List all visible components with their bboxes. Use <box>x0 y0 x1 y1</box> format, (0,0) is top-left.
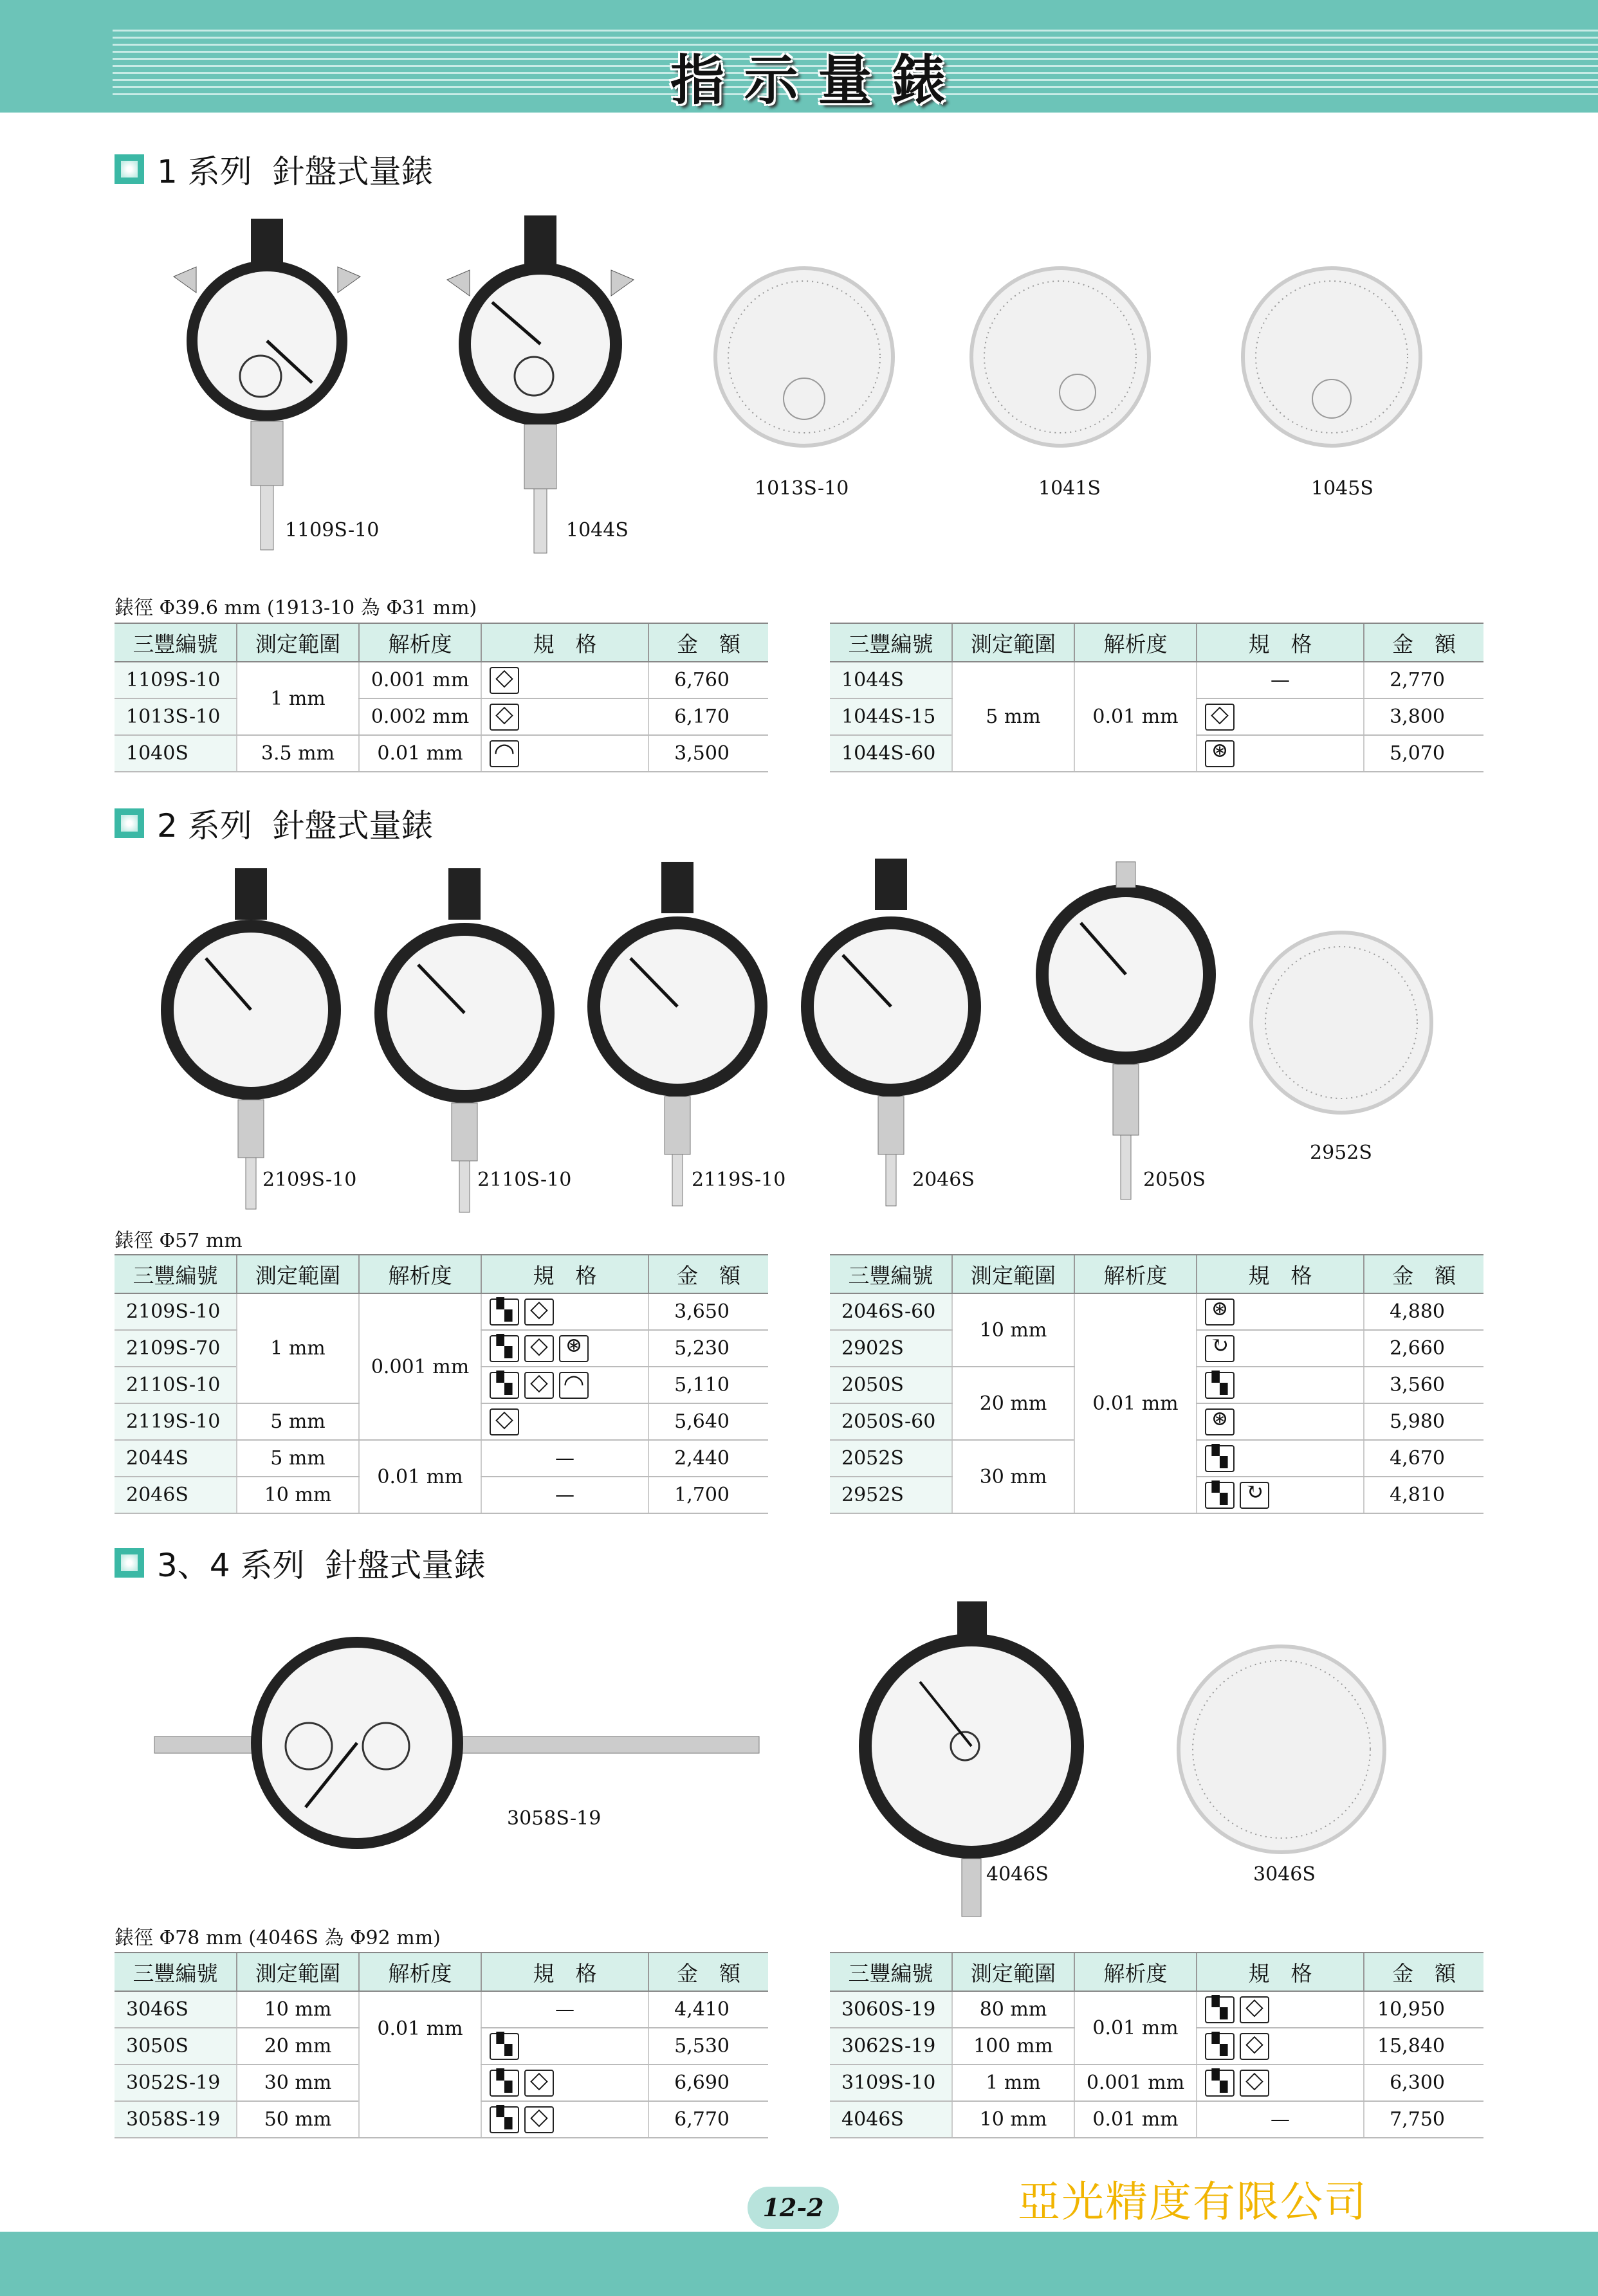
table-row <box>830 1991 1483 2028</box>
resolution-cell: 0.002 mm <box>359 698 481 735</box>
diamond-icon <box>1240 2033 1269 2060</box>
company-name: 亞光精度有限公司 <box>1018 2177 1368 2227</box>
price-cell: 6,170 <box>648 698 768 735</box>
spec-cell <box>481 1367 648 1403</box>
title-char: 量 <box>818 49 880 112</box>
dial-diameter-note: 錶徑 Φ78 mm (4046S 為 Φ92 mm) <box>115 1927 441 1949</box>
range-cell: 10 mm <box>952 2101 1074 2138</box>
col-header: 解析度 <box>359 1255 481 1293</box>
stepper-icon <box>1205 2070 1235 2097</box>
spec-cell <box>481 1991 648 2028</box>
model-label: 1045S <box>1311 477 1373 500</box>
dash-text: — <box>555 1998 574 2021</box>
dial-face-image <box>1243 268 1420 446</box>
model-label: 3058S-19 <box>507 1807 602 1830</box>
diamond-icon <box>524 1298 554 1326</box>
table-row <box>115 735 768 772</box>
table-row <box>830 662 1483 698</box>
dial-gauge-image <box>174 219 360 550</box>
col-header: 規 格 <box>1197 1255 1364 1293</box>
price-cell: 5,640 <box>648 1403 768 1440</box>
range-cell: 5 mm <box>952 662 1074 772</box>
price-cell: 4,810 <box>1364 1477 1483 1513</box>
range-cell: 100 mm <box>952 2028 1074 2064</box>
model-code: 2902S <box>830 1330 952 1367</box>
spec-cell <box>1197 2101 1364 2138</box>
col-header: 金 額 <box>648 623 768 662</box>
price-cell: 5,980 <box>1364 1403 1483 1440</box>
model-code: 1109S-10 <box>115 662 237 698</box>
table-row <box>830 1293 1483 1330</box>
price-cell: 2,660 <box>1364 1330 1483 1367</box>
price-cell: 3,650 <box>648 1293 768 1330</box>
section-title: 3、4 系列 針盤式量錶 <box>157 1547 486 1584</box>
resolution-cell: 0.01 mm <box>1074 662 1197 772</box>
model-code: 2110S-10 <box>115 1367 237 1403</box>
section-heading-3 <box>115 1540 486 1585</box>
price-cell: 5,110 <box>648 1367 768 1403</box>
stepper-icon <box>1205 1445 1235 1472</box>
range-cell: 1 mm <box>952 2064 1074 2101</box>
model-code: 1013S-10 <box>115 698 237 735</box>
col-header: 金 額 <box>1364 623 1483 662</box>
stepper-icon <box>490 1298 519 1326</box>
resolution-cell: 0.01 mm <box>359 1991 481 2138</box>
section-bullet-icon <box>115 154 144 184</box>
diamond-icon <box>1240 1996 1269 2023</box>
col-header: 測定範圍 <box>952 1255 1074 1293</box>
col-header: 規 格 <box>1197 623 1364 662</box>
col-header: 規 格 <box>481 1255 648 1293</box>
spec-cell <box>1197 1477 1364 1513</box>
dial-diameter-note: 錶徑 Φ57 mm <box>115 1230 243 1252</box>
table-row <box>830 2064 1483 2101</box>
model-label: 2952S <box>1310 1142 1372 1164</box>
spec-table <box>115 1952 768 2138</box>
title-char: 示 <box>744 49 806 112</box>
section-title: 1 系列 針盤式量錶 <box>157 153 434 190</box>
model-code: 1040S <box>115 735 237 772</box>
lever-icon <box>559 1335 589 1362</box>
table-row <box>115 1991 768 2028</box>
col-header: 金 額 <box>648 1255 768 1293</box>
col-header: 規 格 <box>1197 1953 1364 1991</box>
diamond-icon <box>490 704 519 731</box>
price-cell: 4,670 <box>1364 1440 1483 1477</box>
price-cell: 3,800 <box>1364 698 1483 735</box>
col-header: 金 額 <box>1364 1255 1483 1293</box>
dial-gauge-image <box>154 1637 759 1849</box>
stepper-icon <box>490 2033 519 2060</box>
spec-cell <box>481 1440 648 1477</box>
diamond-icon <box>524 1335 554 1362</box>
col-header: 三豐編號 <box>830 623 952 662</box>
col-header: 測定範圍 <box>952 1953 1074 1991</box>
col-header: 解析度 <box>1074 1255 1197 1293</box>
section-bullet-icon <box>115 1548 144 1578</box>
model-label: 2119S-10 <box>692 1169 786 1191</box>
model-label: 1044S <box>566 519 629 542</box>
spec-cell <box>1197 735 1364 772</box>
model-code: 1044S <box>830 662 952 698</box>
spec-cell <box>1197 2064 1364 2101</box>
col-header: 規 格 <box>481 1953 648 1991</box>
page-number: 12-2 <box>748 2187 839 2229</box>
spec-cell <box>1197 698 1364 735</box>
lever-icon <box>1205 1298 1235 1326</box>
dial-face-image <box>971 268 1149 446</box>
rotate-icon <box>1205 1335 1235 1362</box>
spec-cell <box>481 698 648 735</box>
dial-gauge-image <box>587 862 767 1206</box>
model-label: 1041S <box>1038 477 1101 500</box>
diamond-icon <box>524 2070 554 2097</box>
model-code: 2109S-70 <box>115 1330 237 1367</box>
stepper-icon <box>490 1335 519 1362</box>
model-label: 3046S <box>1253 1863 1316 1886</box>
col-header: 規 格 <box>481 623 648 662</box>
price-cell: 3,500 <box>648 735 768 772</box>
range-cell: 20 mm <box>237 2028 359 2064</box>
model-label: 2110S-10 <box>477 1169 572 1191</box>
range-cell: 5 mm <box>237 1440 359 1477</box>
model-code: 3050S <box>115 2028 237 2064</box>
price-cell: 6,760 <box>648 662 768 698</box>
spec-cell <box>1197 1440 1364 1477</box>
section-bullet-icon <box>115 808 144 838</box>
col-header: 測定範圍 <box>237 1255 359 1293</box>
resolution-cell: 0.01 mm <box>359 1440 481 1513</box>
rotate-icon <box>1240 1482 1269 1509</box>
stepper-icon <box>1205 2033 1235 2060</box>
spec-cell <box>481 662 648 698</box>
model-code: 3109S-10 <box>830 2064 952 2101</box>
resolution-cell: 0.001 mm <box>359 662 481 698</box>
spec-table <box>115 623 768 772</box>
lever-icon <box>1205 1408 1235 1435</box>
col-header: 解析度 <box>1074 1953 1197 1991</box>
model-code: 2052S <box>830 1440 952 1477</box>
range-cell: 5 mm <box>237 1403 359 1440</box>
dial-gauge-image <box>1036 862 1216 1199</box>
spec-cell <box>481 2101 648 2138</box>
diamond-icon <box>490 1408 519 1435</box>
dash-text: — <box>555 1484 574 1506</box>
stepper-icon <box>1205 1482 1235 1509</box>
model-code: 2119S-10 <box>115 1403 237 1440</box>
spec-table <box>830 1952 1483 2138</box>
range-cell: 3.5 mm <box>237 735 359 772</box>
range-cell: 80 mm <box>952 1991 1074 2028</box>
spec-cell <box>481 2028 648 2064</box>
spec-cell <box>481 1403 648 1440</box>
footer-bar <box>0 2232 1598 2296</box>
resolution-cell: 0.01 mm <box>1074 1293 1197 1513</box>
gauge-icon <box>490 740 519 767</box>
section-heading-2 <box>115 801 434 846</box>
table-row <box>115 662 768 698</box>
table-row <box>115 1293 768 1330</box>
price-cell: 2,770 <box>1364 662 1483 698</box>
price-cell: 4,880 <box>1364 1293 1483 1330</box>
price-cell: 5,070 <box>1364 735 1483 772</box>
section-title: 2 系列 針盤式量錶 <box>157 807 434 844</box>
dash-text: — <box>555 1447 574 1470</box>
model-label: 2050S <box>1143 1169 1206 1191</box>
spec-table <box>115 1254 768 1514</box>
col-header: 三豐編號 <box>830 1953 952 1991</box>
dial-gauge-image <box>374 868 555 1212</box>
spec-cell <box>1197 1991 1364 2028</box>
range-cell: 10 mm <box>952 1293 1074 1367</box>
page-title <box>670 37 953 112</box>
range-cell: 1 mm <box>237 662 359 735</box>
stepper-icon <box>1205 1372 1235 1399</box>
resolution-cell: 0.001 mm <box>1074 2064 1197 2101</box>
range-cell: 20 mm <box>952 1367 1074 1440</box>
spec-cell <box>481 1477 648 1513</box>
spec-cell <box>481 735 648 772</box>
dash-text: — <box>1271 669 1290 691</box>
model-code: 2952S <box>830 1477 952 1513</box>
range-cell: 1 mm <box>237 1293 359 1403</box>
model-code: 3046S <box>115 1991 237 2028</box>
model-code: 1044S-60 <box>830 735 952 772</box>
price-cell: 6,300 <box>1364 2064 1483 2101</box>
resolution-cell: 0.01 mm <box>1074 2101 1197 2138</box>
col-header: 測定範圍 <box>237 1953 359 1991</box>
range-cell: 50 mm <box>237 2101 359 2138</box>
model-code: 1044S-15 <box>830 698 952 735</box>
diamond-icon <box>1240 2070 1269 2097</box>
price-cell: 5,530 <box>648 2028 768 2064</box>
range-cell: 30 mm <box>237 2064 359 2101</box>
model-code: 3060S-19 <box>830 1991 952 2028</box>
price-cell: 10,950 <box>1364 1991 1483 2028</box>
col-header: 測定範圍 <box>237 623 359 662</box>
model-code: 4046S <box>830 2101 952 2138</box>
model-code: 2050S <box>830 1367 952 1403</box>
price-cell: 2,440 <box>648 1440 768 1477</box>
spec-cell <box>1197 1293 1364 1330</box>
table-row <box>115 698 768 735</box>
spec-cell <box>481 1330 648 1367</box>
range-cell: 10 mm <box>237 1991 359 2028</box>
gauge-icon <box>559 1372 589 1399</box>
price-cell: 3,560 <box>1364 1367 1483 1403</box>
stepper-icon <box>1205 1996 1235 2023</box>
stepper-icon <box>490 2070 519 2097</box>
spec-table <box>830 1254 1483 1514</box>
section-heading-1 <box>115 147 434 192</box>
spec-cell <box>1197 2028 1364 2064</box>
price-cell: 6,690 <box>648 2064 768 2101</box>
model-code: 3062S-19 <box>830 2028 952 2064</box>
diamond-icon <box>524 2106 554 2133</box>
dial-gauge-image <box>859 1601 1084 1917</box>
model-code: 3052S-19 <box>115 2064 237 2101</box>
dial-face-image <box>715 268 893 446</box>
model-code: 2109S-10 <box>115 1293 237 1330</box>
price-cell: 15,840 <box>1364 2028 1483 2064</box>
table-row <box>830 2101 1483 2138</box>
model-label: 4046S <box>986 1863 1049 1886</box>
model-label: 2046S <box>912 1169 975 1191</box>
spec-cell <box>481 2064 648 2101</box>
section1-gauge-images <box>148 206 1460 566</box>
col-header: 三豐編號 <box>115 1953 237 1991</box>
spec-table <box>830 623 1483 772</box>
col-header: 三豐編號 <box>115 623 237 662</box>
col-header: 測定範圍 <box>952 623 1074 662</box>
stepper-icon <box>490 2106 519 2133</box>
table-row <box>115 1440 768 1477</box>
price-cell: 7,750 <box>1364 2101 1483 2138</box>
stepper-icon <box>490 1372 519 1399</box>
model-code: 2046S-60 <box>830 1293 952 1330</box>
model-code: 2050S-60 <box>830 1403 952 1440</box>
diamond-icon <box>524 1372 554 1399</box>
resolution-cell: 0.01 mm <box>359 735 481 772</box>
diamond-icon <box>1205 704 1235 731</box>
dial-gauge-image <box>161 868 341 1209</box>
price-cell: 1,700 <box>648 1477 768 1513</box>
col-header: 解析度 <box>359 1953 481 1991</box>
range-cell: 10 mm <box>237 1477 359 1513</box>
price-cell: 5,230 <box>648 1330 768 1367</box>
spec-cell <box>1197 1330 1364 1367</box>
spec-cell <box>1197 1403 1364 1440</box>
dial-gauge-image <box>447 215 634 553</box>
model-code: 2044S <box>115 1440 237 1477</box>
section2-gauge-images <box>148 849 1460 1222</box>
col-header: 解析度 <box>359 623 481 662</box>
resolution-cell: 0.001 mm <box>359 1293 481 1440</box>
model-code: 2046S <box>115 1477 237 1513</box>
dial-gauge-image <box>801 859 981 1206</box>
model-label: 1013S-10 <box>755 477 849 500</box>
col-header: 金 額 <box>648 1953 768 1991</box>
title-char: 錶 <box>891 49 953 112</box>
spec-cell <box>481 1293 648 1330</box>
diamond-icon <box>490 667 519 694</box>
dash-text: — <box>1271 2108 1290 2131</box>
dial-face-image <box>1179 1646 1384 1852</box>
dial-diameter-note: 錶徑 Φ39.6 mm (1913-10 為 Φ31 mm) <box>115 597 477 619</box>
model-label: 1109S-10 <box>285 519 380 542</box>
col-header: 三豐編號 <box>115 1255 237 1293</box>
price-cell: 4,410 <box>648 1991 768 2028</box>
lever-icon <box>1205 740 1235 767</box>
range-cell: 30 mm <box>952 1440 1074 1513</box>
price-cell: 6,770 <box>648 2101 768 2138</box>
title-char: 指 <box>670 49 733 112</box>
resolution-cell: 0.01 mm <box>1074 1991 1197 2064</box>
spec-cell <box>1197 1367 1364 1403</box>
spec-cell <box>1197 662 1364 698</box>
model-code: 3058S-19 <box>115 2101 237 2138</box>
col-header: 三豐編號 <box>830 1255 952 1293</box>
model-label: 2109S-10 <box>262 1169 357 1191</box>
col-header: 金 額 <box>1364 1953 1483 1991</box>
col-header: 解析度 <box>1074 623 1197 662</box>
dial-face-image <box>1251 933 1431 1113</box>
